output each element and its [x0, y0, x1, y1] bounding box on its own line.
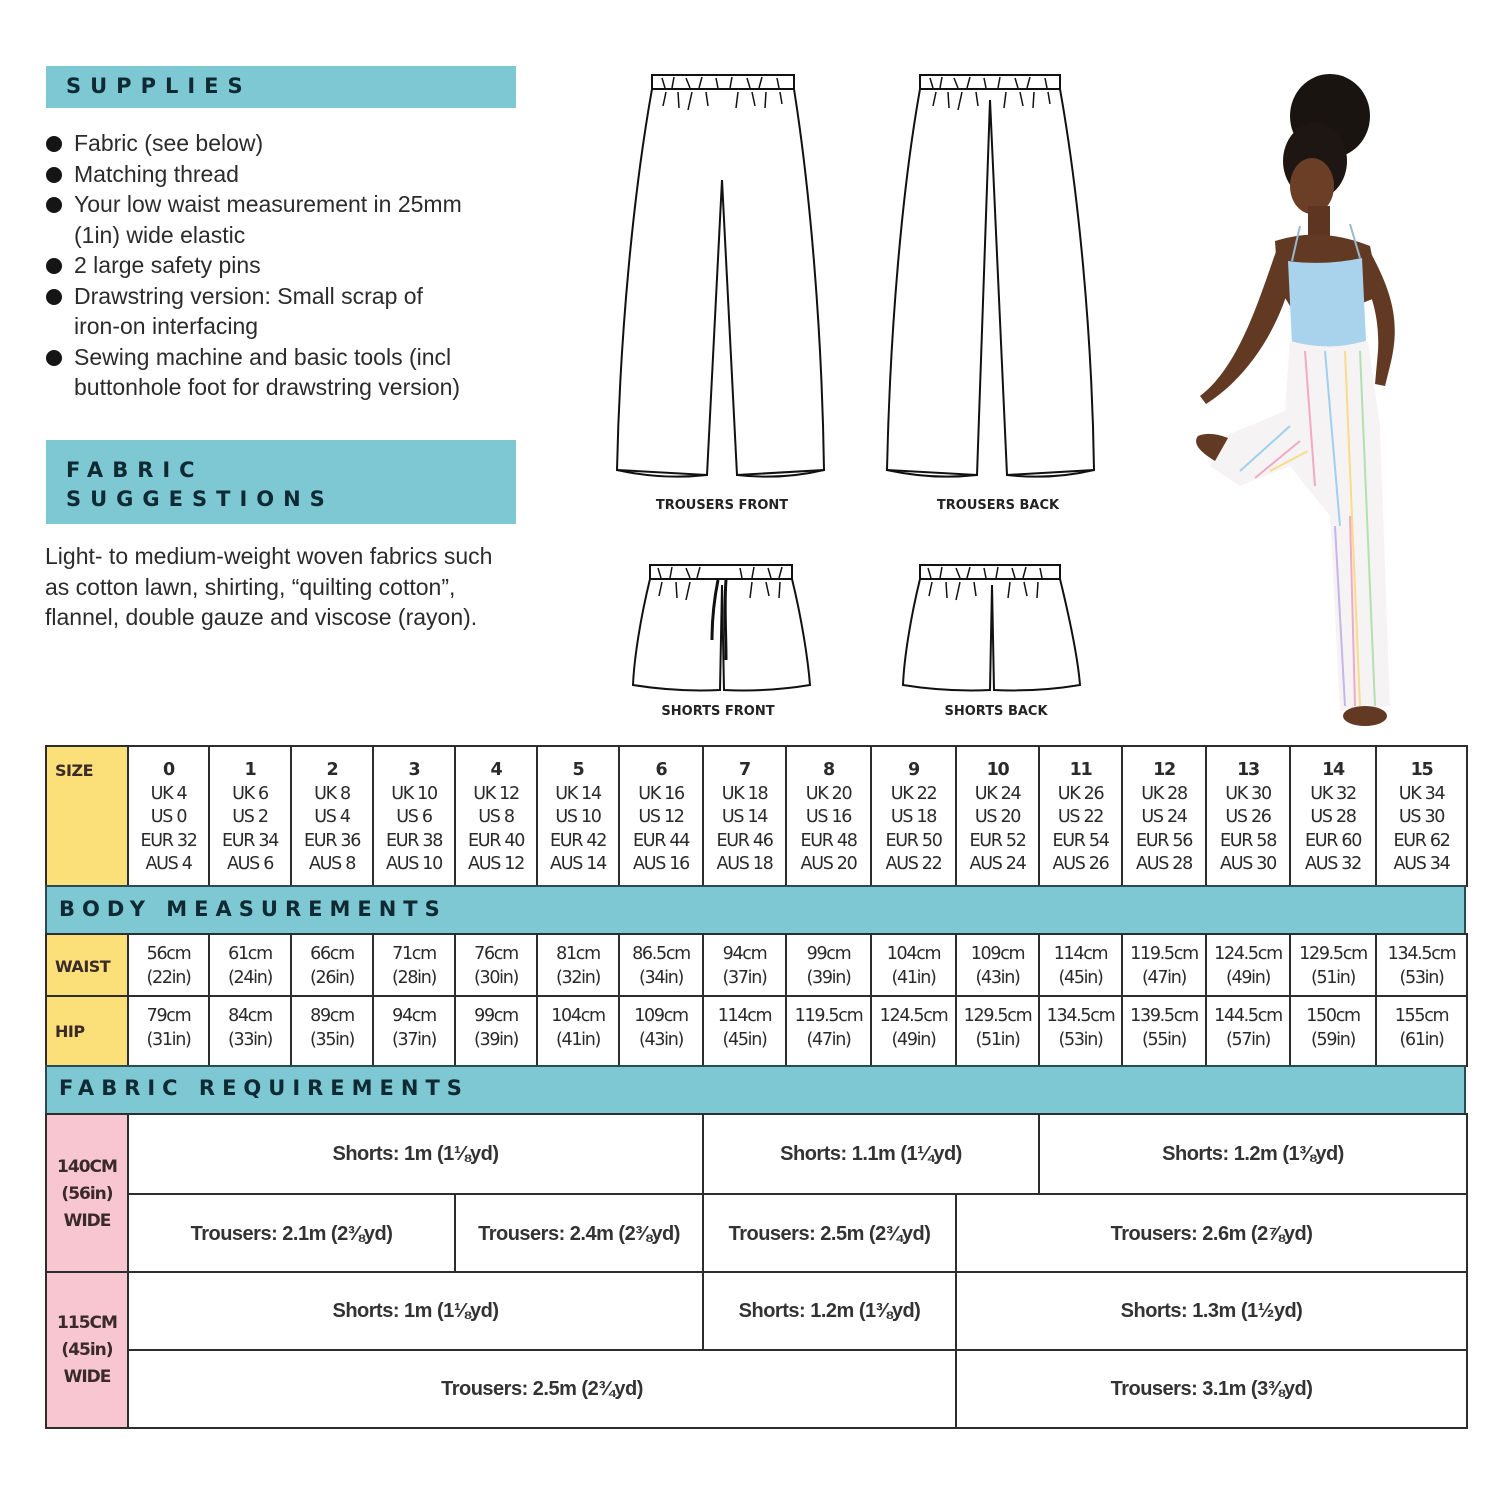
bullet-icon: [46, 258, 62, 274]
size-us: US 26: [1225, 807, 1271, 827]
waist-measurement: [454, 933, 538, 999]
hip-cm: 79cm: [146, 1006, 191, 1026]
size-eur: EUR 32: [140, 830, 197, 851]
waist-cm: 71cm: [392, 944, 436, 964]
bullet-icon: [46, 167, 62, 183]
hip-in: (49in): [891, 1030, 936, 1050]
width-label-line: (45in): [61, 1339, 113, 1360]
size-uk: UK 14: [555, 783, 601, 804]
waist-measurement: [702, 933, 787, 999]
size-aus: AUS 12: [468, 854, 524, 874]
width-label-line: 140CM: [57, 1156, 117, 1177]
size-label: SIZE: [45, 745, 129, 887]
size-aus: AUS 8: [308, 854, 356, 874]
hip-in: (51in): [975, 1030, 1020, 1050]
size-us: US 12: [638, 807, 684, 827]
hip-measurement: [208, 995, 292, 1067]
hip-in: (59in): [1310, 1030, 1356, 1050]
hip-measurement: [127, 995, 210, 1067]
size-uk: UK 16: [638, 783, 684, 804]
hip-in: (33in): [227, 1030, 273, 1050]
list-item: [44, 342, 534, 403]
hip-cm: 89cm: [310, 1006, 354, 1026]
supply-text: Sewing machine and basic tools (incl buttonhole foot for drawstring version): [74, 343, 461, 400]
hip-in: (61in): [1399, 1030, 1444, 1050]
trousers-fabric-requirement: Trousers: 2.5m (2¾yd): [702, 1193, 957, 1275]
hip-label: HIP: [45, 995, 129, 1067]
size-eur: EUR 40: [467, 830, 525, 851]
body-measurements-heading: BODY MEASUREMENTS: [45, 885, 1466, 935]
size-number: 4: [490, 760, 502, 780]
waist-in: (43in): [975, 968, 1020, 988]
trousers-front-label: TROUSERS FRONT: [655, 498, 789, 513]
hip-in: (41in): [555, 1030, 601, 1050]
hip-measurement: [702, 995, 787, 1067]
waist-cm: 134.5cm: [1387, 944, 1456, 964]
size-us: US 20: [974, 807, 1021, 827]
hip-cm: 94cm: [392, 1006, 436, 1026]
size-us: US 16: [805, 807, 852, 827]
size-aus: AUS 16: [633, 854, 689, 874]
list-item: [44, 189, 464, 250]
waist-cm: 129.5cm: [1299, 944, 1367, 964]
size-uk: UK 26: [1057, 783, 1104, 804]
list-item: [44, 281, 464, 342]
hip-measurement: [1038, 995, 1123, 1067]
size-us: US 6: [396, 807, 432, 827]
size-eur: EUR 36: [303, 830, 361, 851]
model-photo: [1180, 66, 1440, 736]
waist-cm: 66cm: [310, 944, 354, 964]
trousers-back-label: TROUSERS BACK: [936, 498, 1060, 513]
waist-cm: 104cm: [886, 944, 941, 964]
fabric-width-label: [45, 1113, 129, 1275]
heading-line: FABRIC: [66, 458, 204, 482]
fabric-width-label: [45, 1271, 129, 1429]
list-item: [44, 159, 534, 190]
size-us: US 24: [1141, 807, 1187, 827]
hip-cm: 150cm: [1306, 1006, 1360, 1026]
size-uk: UK 28: [1141, 783, 1187, 804]
size-column-4: [454, 745, 538, 887]
hip-cm: 119.5cm: [794, 1006, 863, 1026]
size-column-10: [955, 745, 1040, 887]
size-us: US 30: [1398, 807, 1445, 827]
waist-in: (51in): [1310, 968, 1356, 988]
size-us: US 2: [232, 807, 268, 827]
hip-cm: 114cm: [717, 1006, 772, 1026]
hip-measurement: [618, 995, 704, 1067]
supplies-list: [44, 128, 534, 403]
size-eur: EUR 54: [1052, 830, 1109, 851]
hip-measurement: [372, 995, 456, 1067]
hip-in: (43in): [638, 1030, 684, 1050]
size-us: US 18: [890, 807, 937, 827]
size-aus: AUS 22: [885, 854, 942, 874]
size-uk: UK 4: [150, 783, 187, 804]
size-aus: AUS 4: [145, 854, 192, 874]
hip-measurement: [1205, 995, 1291, 1067]
trousers-back-sketch-icon: [882, 70, 1102, 490]
size-number: 5: [572, 760, 584, 780]
waist-measurement: [208, 933, 292, 999]
bullet-icon: [46, 350, 62, 366]
shorts-fabric-requirement: Shorts: 1.2m (1⅜yd): [702, 1271, 957, 1351]
size-us: US 8: [478, 807, 514, 827]
size-eur: EUR 42: [549, 830, 607, 851]
size-eur: EUR 34: [221, 830, 279, 851]
hip-in: (55in): [1141, 1030, 1187, 1050]
waist-in: (45in): [1058, 968, 1103, 988]
size-number: 6: [655, 760, 667, 780]
hip-in: (57in): [1225, 1030, 1271, 1050]
waist-cm: 109cm: [970, 944, 1025, 964]
size-column-14: [1289, 745, 1377, 887]
waist-measurement: [785, 933, 872, 999]
waist-cm: 86.5cm: [632, 944, 690, 964]
shorts-fabric-requirement: Shorts: 1.1m (1¼yd): [702, 1113, 1040, 1195]
waist-measurement: [955, 933, 1040, 999]
size-uk: UK 8: [314, 783, 350, 804]
waist-cm: 94cm: [722, 944, 767, 964]
size-eur: EUR 50: [885, 830, 942, 851]
size-number: 9: [908, 760, 919, 780]
supply-text: Matching thread: [74, 160, 239, 187]
size-uk: UK 30: [1225, 783, 1271, 804]
hip-measurement: [955, 995, 1040, 1067]
waist-in: (22in): [146, 968, 191, 988]
size-column-2: [290, 745, 374, 887]
hip-cm: 124.5cm: [879, 1006, 948, 1026]
waist-in: (26in): [309, 968, 355, 988]
shorts-fabric-requirement: Shorts: 1.3m (1½yd): [955, 1271, 1468, 1351]
waist-measurement: [618, 933, 704, 999]
waist-in: (24in): [227, 968, 273, 988]
waist-in: (53in): [1399, 968, 1444, 988]
size-us: US 0: [150, 807, 187, 827]
width-label-line: WIDE: [63, 1210, 111, 1231]
size-column-7: [702, 745, 787, 887]
fabric-suggestions-heading: [46, 440, 516, 524]
waist-in: (30in): [473, 968, 519, 988]
shorts-back-label: SHORTS BACK: [944, 704, 1048, 719]
shorts-front-sketch-icon: [628, 560, 818, 700]
hip-in: (53in): [1058, 1030, 1103, 1050]
heading-line: SUGGESTIONS: [66, 487, 334, 511]
hip-cm: 104cm: [551, 1006, 605, 1026]
size-column-15: [1375, 745, 1468, 887]
width-label-line: 115CM: [57, 1312, 117, 1333]
waist-measurement: [290, 933, 374, 999]
waist-in: (28in): [391, 968, 437, 988]
waist-measurement: [372, 933, 456, 999]
size-eur: EUR 60: [1304, 830, 1362, 851]
size-number: 0: [163, 760, 174, 780]
size-number: 8: [823, 760, 834, 780]
hip-measurement: [1289, 995, 1377, 1067]
hip-measurement: [870, 995, 957, 1067]
waist-cm: 56cm: [146, 944, 191, 964]
size-aus: AUS 6: [226, 854, 274, 874]
hip-in: (31in): [146, 1030, 191, 1050]
size-number: 3: [408, 760, 420, 780]
hip-cm: 139.5cm: [1130, 1006, 1198, 1026]
waist-measurement: [1121, 933, 1207, 999]
waist-cm: 81cm: [556, 944, 600, 964]
trousers-fabric-requirement: Trousers: 2.6m (2⅞yd): [955, 1193, 1468, 1275]
size-uk: UK 34: [1398, 783, 1445, 804]
size-aus: AUS 10: [386, 854, 442, 874]
hip-in: (39in): [473, 1030, 519, 1050]
size-uk: UK 6: [232, 783, 268, 804]
hip-in: (47in): [806, 1030, 851, 1050]
waist-measurement: [1205, 933, 1291, 999]
size-number: 13: [1237, 760, 1259, 780]
waist-in: (47in): [1141, 968, 1187, 988]
size-uk: UK 32: [1310, 783, 1356, 804]
size-us: US 10: [555, 807, 601, 827]
size-number: 2: [326, 760, 338, 780]
hip-cm: 109cm: [634, 1006, 688, 1026]
size-aus: AUS 34: [1393, 854, 1450, 874]
size-us: US 22: [1057, 807, 1104, 827]
hip-in: (45in): [722, 1030, 767, 1050]
size-number: 10: [986, 760, 1009, 780]
bullet-icon: [46, 136, 62, 152]
size-uk: UK 10: [391, 783, 437, 804]
supply-text: Fabric (see below): [74, 130, 264, 156]
size-us: US 28: [1310, 807, 1356, 827]
trousers-fabric-requirement: Trousers: 2.5m (2¾yd): [127, 1349, 957, 1429]
size-eur: EUR 52: [969, 830, 1026, 851]
shorts-fabric-requirement: Shorts: 1.2m (1⅜yd): [1038, 1113, 1468, 1195]
size-column-5: [536, 745, 620, 887]
size-column-3: [372, 745, 456, 887]
waist-measurement: [870, 933, 957, 999]
waist-in: (41in): [891, 968, 936, 988]
size-aus: AUS 24: [969, 854, 1026, 874]
trousers-fabric-requirement: Trousers: 3.1m (3⅜yd): [955, 1349, 1468, 1429]
size-number: 14: [1322, 760, 1344, 780]
hip-cm: 99cm: [474, 1006, 518, 1026]
size-column-11: [1038, 745, 1123, 887]
size-us: US 4: [314, 807, 350, 827]
bullet-icon: [46, 197, 62, 213]
waist-measurement: [1038, 933, 1123, 999]
supply-text: 2 large safety pins: [74, 252, 261, 278]
bullet-icon: [46, 289, 62, 305]
size-column-12: [1121, 745, 1207, 887]
size-number: 15: [1410, 760, 1433, 780]
hip-cm: 134.5cm: [1046, 1006, 1115, 1026]
waist-measurement: [536, 933, 620, 999]
shorts-fabric-requirement: Shorts: 1m (1⅛yd): [127, 1271, 704, 1351]
hip-in: (35in): [309, 1030, 355, 1050]
size-uk: UK 24: [974, 783, 1021, 804]
trousers-fabric-requirement: Trousers: 2.1m (2⅜yd): [127, 1193, 456, 1275]
waist-in: (37in): [722, 968, 767, 988]
size-eur: EUR 44: [632, 830, 690, 851]
supply-text: Your low waist measurement in 25mm (1in) wide elastic: [74, 191, 462, 248]
waist-measurement: [1375, 933, 1468, 999]
size-number: 11: [1069, 760, 1092, 780]
hip-measurement: [536, 995, 620, 1067]
width-label-line: WIDE: [63, 1366, 111, 1387]
waist-cm: 76cm: [474, 944, 518, 964]
waist-cm: 114cm: [1053, 944, 1108, 964]
size-column-0: [127, 745, 210, 887]
list-item: [44, 128, 534, 159]
size-column-8: [785, 745, 872, 887]
trousers-fabric-requirement: Trousers: 2.4m (2⅜yd): [454, 1193, 704, 1275]
size-uk: UK 18: [721, 783, 768, 804]
shorts-fabric-requirement: Shorts: 1m (1⅛yd): [127, 1113, 704, 1195]
waist-cm: 124.5cm: [1214, 944, 1282, 964]
supply-text: Drawstring version: Small scrap of iron-on interfacing: [74, 282, 423, 339]
size-column-9: [870, 745, 957, 887]
hip-measurement: [290, 995, 374, 1067]
waist-in: (34in): [638, 968, 684, 988]
hip-cm: 155cm: [1394, 1006, 1449, 1026]
waist-label: WAIST: [45, 933, 129, 999]
size-uk: UK 22: [890, 783, 937, 804]
hip-cm: 84cm: [228, 1006, 272, 1026]
hip-cm: 129.5cm: [963, 1006, 1032, 1026]
waist-in: (32in): [555, 968, 601, 988]
hip-measurement: [1121, 995, 1207, 1067]
size-uk: UK 20: [805, 783, 852, 804]
hip-in: (37in): [391, 1030, 437, 1050]
size-number: 7: [739, 760, 750, 780]
size-aus: AUS 18: [716, 854, 773, 874]
size-us: US 14: [721, 807, 768, 827]
size-number: 1: [244, 760, 256, 780]
size-aus: AUS 30: [1220, 854, 1276, 874]
supplies-heading: SUPPLIES: [46, 66, 516, 108]
size-eur: EUR 62: [1393, 830, 1450, 851]
size-eur: EUR 56: [1135, 830, 1193, 851]
waist-in: (49in): [1225, 968, 1271, 988]
size-aus: AUS 32: [1305, 854, 1361, 874]
trousers-front-sketch-icon: [612, 70, 832, 490]
waist-measurement: [127, 933, 210, 999]
shorts-front-label: SHORTS FRONT: [661, 704, 775, 719]
waist-cm: 99cm: [806, 944, 851, 964]
size-uk: UK 12: [473, 783, 519, 804]
fabric-suggestions-text: Light- to medium-weight woven fabrics such as cotton lawn, shirting, “quilting cotton”, flannel, double gauze and viscose (rayon).: [45, 543, 493, 630]
size-column-6: [618, 745, 704, 887]
size-eur: EUR 46: [716, 830, 773, 851]
size-aus: AUS 26: [1052, 854, 1109, 874]
size-aus: AUS 20: [800, 854, 857, 874]
size-eur: EUR 48: [800, 830, 857, 851]
waist-measurement: [1289, 933, 1377, 999]
size-column-1: [208, 745, 292, 887]
hip-cm: 144.5cm: [1214, 1006, 1282, 1026]
shorts-back-sketch-icon: [898, 560, 1088, 700]
hip-measurement: [1375, 995, 1468, 1067]
size-number: 12: [1153, 760, 1175, 780]
size-eur: EUR 38: [385, 830, 443, 851]
size-eur: EUR 58: [1219, 830, 1277, 851]
width-label-line: (56in): [61, 1183, 113, 1204]
size-aus: AUS 28: [1136, 854, 1192, 874]
fabric-requirements-heading: FABRIC REQUIREMENTS: [45, 1065, 1466, 1115]
waist-in: (39in): [806, 968, 851, 988]
waist-cm: 119.5cm: [1130, 944, 1198, 964]
size-column-13: [1205, 745, 1291, 887]
hip-measurement: [785, 995, 872, 1067]
waist-cm: 61cm: [228, 944, 272, 964]
list-item: [44, 250, 534, 281]
size-aus: AUS 14: [550, 854, 606, 874]
hip-measurement: [454, 995, 538, 1067]
